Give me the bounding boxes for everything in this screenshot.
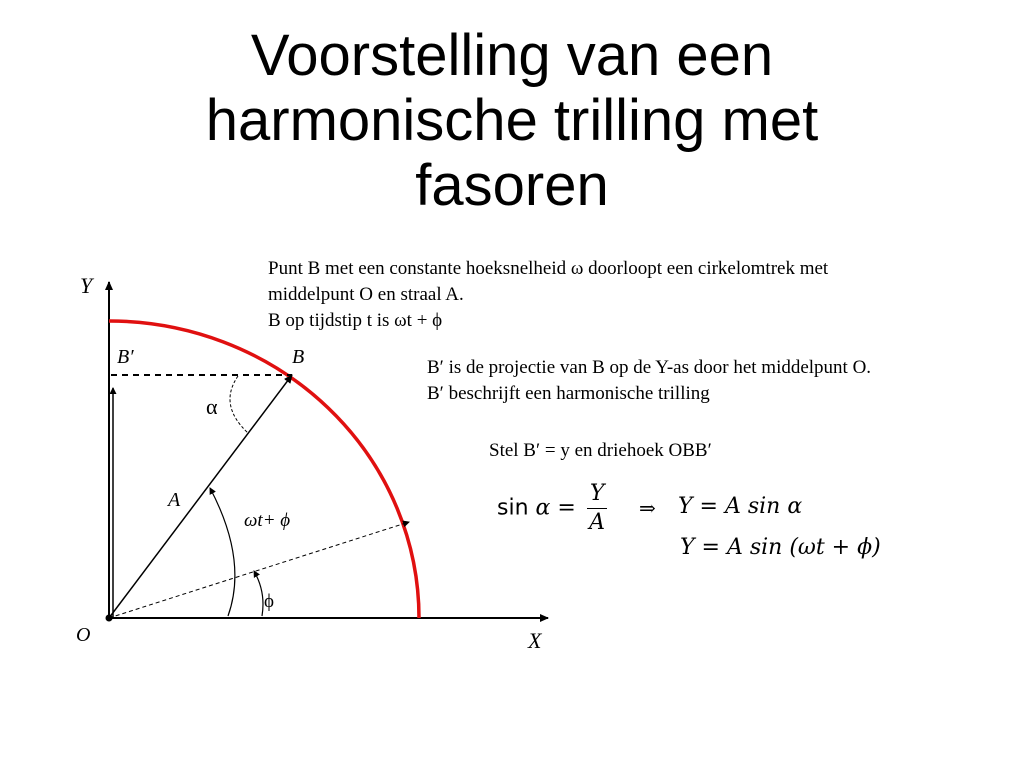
implies-symbol: ⇒ xyxy=(639,496,656,520)
description-paragraph-2 xyxy=(427,355,871,407)
fraction-denominator: A xyxy=(589,510,606,535)
circle-arc xyxy=(109,321,419,618)
paragraph-1-line-3: B op tijdstip t is ωt + ϕ xyxy=(268,310,443,331)
title-line-1: Voorstelling van een xyxy=(250,23,774,88)
total-angle-arc xyxy=(210,488,235,616)
title-line-2: harmonische trilling met xyxy=(205,87,819,153)
point-b-prime-label: B′ xyxy=(117,346,134,368)
paragraph-1-line-1: Punt B met een constante hoeksnelheid ω doorloopt een cirkelomtrek met xyxy=(268,258,829,279)
sin-function: sin xyxy=(497,495,529,521)
initial-phase-line xyxy=(109,522,409,618)
fraction-numerator: Y xyxy=(587,480,608,509)
phi-arc xyxy=(254,571,263,616)
sine-definition xyxy=(497,480,611,537)
paragraph-2-line-2: B′ beschrijft een harmonische trilling xyxy=(427,383,710,404)
equation-2: Y = A sin (ωt + ϕ) xyxy=(680,535,881,560)
equals-sign: = xyxy=(557,495,576,521)
description-paragraph-1 xyxy=(268,256,828,334)
x-axis-label: X xyxy=(528,628,542,653)
point-b-label: B xyxy=(292,346,305,368)
origin-label: O xyxy=(76,624,91,646)
total-angle-label: ωt+ ϕ xyxy=(244,510,291,531)
y-axis-label: Y xyxy=(80,273,93,298)
stel-statement: Stel B′ = y en driehoek OBB′ xyxy=(489,440,712,461)
equation-1: Y = A sin α xyxy=(678,494,803,519)
title-line-3: fasoren xyxy=(415,152,609,218)
alpha-symbol: α xyxy=(535,495,551,521)
alpha-arc xyxy=(230,376,248,433)
paragraph-2-line-1: B′ is de projectie van B op de Y-as door het middelpunt O. xyxy=(427,357,872,378)
radius-vector xyxy=(109,375,292,618)
radius-label: A xyxy=(168,489,181,511)
paragraph-1-line-2: middelpunt O en straal A. xyxy=(268,284,464,305)
alpha-label: α xyxy=(206,394,218,419)
phi-label: ϕ xyxy=(264,591,275,612)
origin-dot xyxy=(106,615,113,622)
fraction xyxy=(587,480,608,537)
